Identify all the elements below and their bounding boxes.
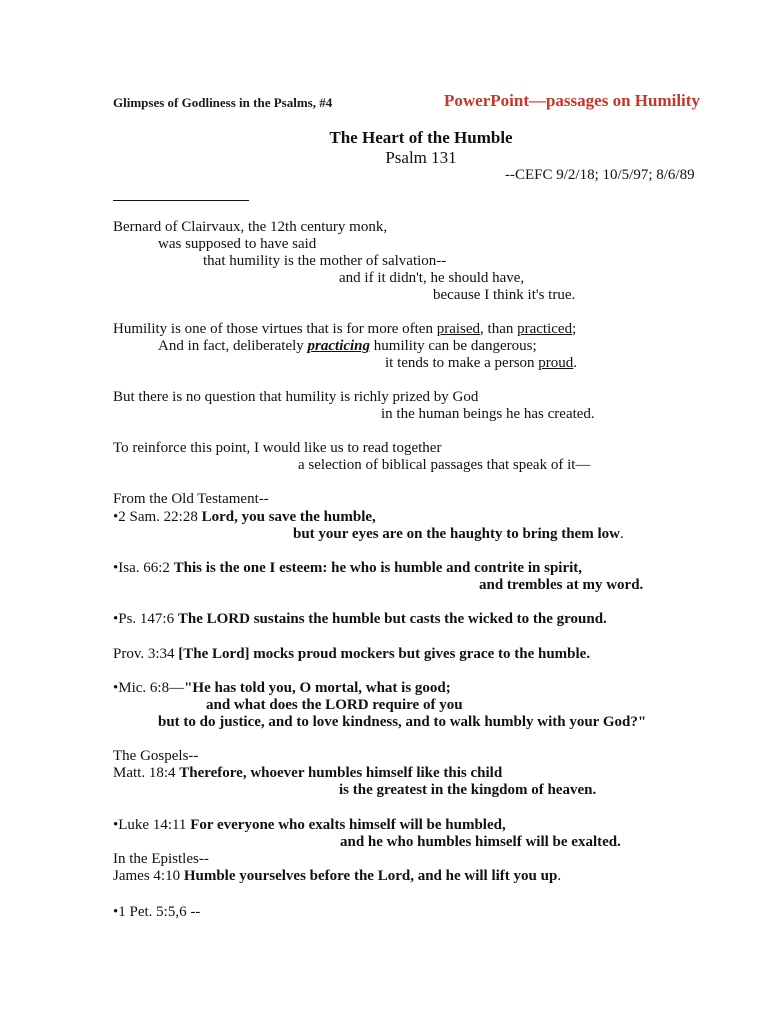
powerpoint-note: PowerPoint—passages on Humility [444,91,700,110]
verse-prov: Prov. 3:34 [The Lord] mocks proud mockers but gives grace to the humble. [113,646,591,662]
verse-matt: Matt. 18:4 Therefore, whoever humbles himself like this child [113,765,503,781]
verse-isa-cont: and trembles at my word. [479,577,644,593]
intro-line-2: was supposed to have said [158,236,317,252]
verse-mic: •Mic. 6:8—"He has told you, O mortal, what is good; [113,680,451,696]
verse-mic-cont-2: but to do justice, and to love kindness, and to walk humbly with your God?" [158,714,647,730]
verse-james: James 4:10 Humble yourselves before the Lord, and he will lift you up. [113,868,562,884]
verse-1pet: •1 Pet. 5:5,6 -- [113,904,201,920]
virtue-line-3: it tends to make a person proud. [385,355,578,371]
sermon-dates: --CEFC 9/2/18; 10/5/97; 8/6/89 [505,167,695,183]
ot-heading: From the Old Testament-- [113,491,269,507]
series-title: Glimpses of Godliness in the Psalms, #4 [113,95,333,110]
intro-line-5: because I think it's true. [433,287,576,303]
prized-line-1: But there is no question that humility is richly prized by God [113,389,479,405]
verse-luke: •Luke 14:11 For everyone who exalts himself will be humbled, [113,817,506,833]
intro-line-3: that humility is the mother of salvation-- [203,253,447,269]
epistles-heading: In the Epistles-- [113,851,209,867]
prized-line-2: in the human beings he has created. [381,406,595,422]
virtue-line-1: Humility is one of those virtues that is for more often praised, than practiced; [113,321,577,337]
gospels-heading: The Gospels-- [113,748,199,764]
sermon-title: The Heart of the Humble [329,128,513,147]
verse-ps: •Ps. 147:6 The LORD sustains the humble but casts the wicked to the ground. [113,611,607,627]
sermon-subtitle: Psalm 131 [385,148,457,167]
virtue-line-2: And in fact, deliberately practicing humility can be dangerous; [158,338,537,354]
intro-line-4: and if it didn't, he should have, [339,270,525,286]
verse-isa: •Isa. 66:2 This is the one I esteem: he who is humble and contrite in spirit, [113,560,583,576]
verse-matt-cont: is the greatest in the kingdom of heaven. [339,782,597,798]
verse-2sam-cont: but your eyes are on the haughty to bring them low. [293,526,624,542]
intro-line-1: Bernard of Clairvaux, the 12th century monk, [113,219,388,235]
divider [113,200,249,201]
verse-luke-cont: and he who humbles himself will be exalted. [340,834,621,850]
reinforce-line-2: a selection of biblical passages that speak of it— [298,457,591,473]
reinforce-line-1: To reinforce this point, I would like us to read together [113,440,442,456]
verse-mic-cont-1: and what does the LORD require of you [206,697,463,713]
verse-2sam: •2 Sam. 22:28 Lord, you save the humble, [113,509,376,525]
